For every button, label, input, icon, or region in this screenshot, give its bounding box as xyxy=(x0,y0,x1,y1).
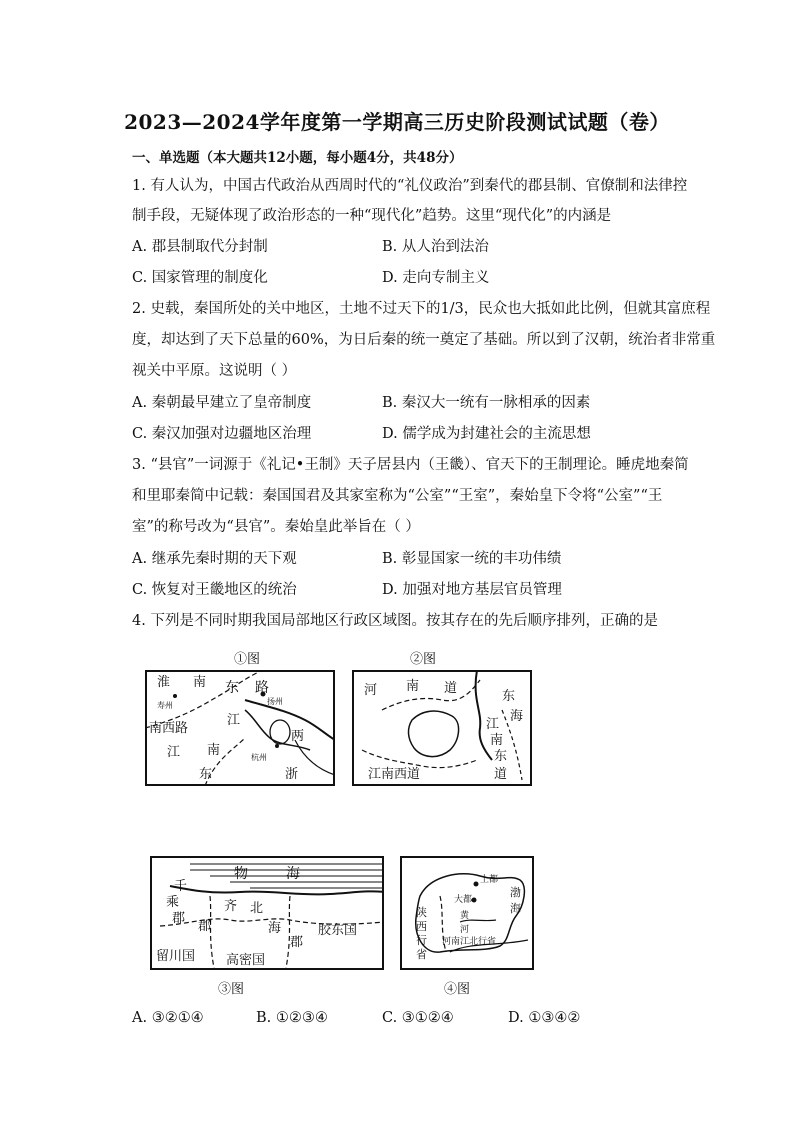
q4-option-d: D. ①③④② xyxy=(508,1010,581,1026)
question-2-line-2: 度，却达到了天下总量的60%，为日后秦的统一奠定了基础。所以到了汉朝，统治者非常重 xyxy=(132,332,716,348)
map-2-label: 南 xyxy=(406,679,420,694)
map-1-label: 南 xyxy=(193,675,207,690)
question-3-line-3: 室”的称号改为“县官”。秦始皇此举旨在（ ） xyxy=(132,519,420,535)
map-3 xyxy=(150,856,384,970)
q3-option-d: D. 加强对地方基层官员管理 xyxy=(382,582,562,598)
map-4-label: 大都 xyxy=(454,895,473,905)
map-2 xyxy=(352,670,532,786)
map-2-label: 道 xyxy=(444,681,458,696)
map-2-label: 海 xyxy=(510,709,524,724)
question-4-line-1: 4. 下列是不同时期我国局部地区行政区域图。按其存在的先后顺序排列，正确的是 xyxy=(132,613,658,629)
map-4-label: 西 xyxy=(416,920,427,933)
map-4-label: 行 xyxy=(416,934,427,947)
map-3-label: 海 xyxy=(286,866,300,882)
map-3-caption: ③图 xyxy=(218,982,245,997)
q3-option-a: A. 继承先秦时期的天下观 xyxy=(132,551,297,567)
map-1-label: 扬州 xyxy=(267,697,283,706)
question-3-line-2: 和里耶秦简中记载：秦国国君及其家室称为“公室”“王室”，秦始皇下令将“公室”“王 xyxy=(132,488,663,504)
map-1-label: 东 xyxy=(199,767,213,782)
map-3-label: 留川国 xyxy=(156,949,196,964)
question-2-line-3: 视关中平原。这说明（ ） xyxy=(132,363,297,379)
map-4-label: 渤 xyxy=(510,886,521,899)
q1-option-a: A. 郡县制取代分封制 xyxy=(132,239,268,255)
question-1-line-1: 1. 有人认为，中国古代政治从西周时代的“礼仪政治”到秦代的郡县制、官僚制和法律控 xyxy=(132,178,688,194)
map-3-label: 郡 xyxy=(290,935,304,950)
map-1-label: 两 xyxy=(291,729,305,744)
map-3-label: 胶东国 xyxy=(318,923,358,938)
map-3-label: 郡 xyxy=(198,919,212,934)
map-4-label: 河南江北行省 xyxy=(442,937,497,947)
map-2-label: 江南西道 xyxy=(368,767,421,782)
map-2-label: 东 xyxy=(502,689,516,704)
map-1-label: 东 xyxy=(225,680,239,696)
map-4-label: 海 xyxy=(510,902,521,915)
map-3-label: 齐 xyxy=(224,899,238,914)
map-1-label: 江 xyxy=(167,745,181,760)
map-4 xyxy=(400,856,534,970)
map-3-label: 北 xyxy=(250,901,264,916)
map-1-label: 南西路 xyxy=(149,721,189,736)
q4-option-a: A. ③②①④ xyxy=(132,1010,204,1026)
exam-title: 2023—2024学年度第一学期高三历史阶段测试试题（卷） xyxy=(124,110,670,134)
map-4-label: 黄 xyxy=(460,911,470,921)
section-heading: 一、单选题（本大题共12小题，每小题4分，共48分） xyxy=(132,150,463,166)
map-3-label: 物 xyxy=(234,866,248,882)
q2-option-a: A. 秦朝最早建立了皇帝制度 xyxy=(132,395,312,411)
question-3-line-1: 3. “县官”一词源于《礼记•王制》天子居县内（王畿）、官天下的王制理论。睡虎地秦简 xyxy=(132,457,689,473)
map-1-label: 淮 xyxy=(157,675,171,690)
map-2-label: 道 xyxy=(494,767,508,782)
map-4-label: 上都 xyxy=(480,875,499,885)
q1-option-c: C. 国家管理的制度化 xyxy=(132,270,268,286)
q3-option-b: B. 彰显国家一统的丰功伟绩 xyxy=(382,551,562,567)
map-4-caption: ④图 xyxy=(444,982,471,997)
map-3-label: 高密国 xyxy=(226,953,266,968)
q2-option-b: B. 秦汉大一统有一脉相承的因素 xyxy=(382,395,591,411)
q1-option-d: D. 走向专制主义 xyxy=(382,270,490,286)
map-1-caption: ①图 xyxy=(234,652,261,667)
map-3-label: 乘 xyxy=(166,895,180,910)
map-1 xyxy=(145,670,335,786)
map-1-label: 寿州 xyxy=(157,701,173,710)
q4-option-b: B. ①②③④ xyxy=(256,1010,328,1026)
map-2-caption: ②图 xyxy=(410,652,437,667)
map-1-label: 杭州 xyxy=(251,753,267,762)
map-1-label: 路 xyxy=(255,680,269,696)
map-1-label: 江 xyxy=(227,713,241,728)
map-3-label: 千 xyxy=(174,879,188,894)
map-2-label: 东 xyxy=(494,749,508,764)
q1-option-b: B. 从人治到法治 xyxy=(382,239,489,255)
question-1-line-2: 制手段，无疑体现了政治形态的一种“现代化”趋势。这里“现代化”的内涵是 xyxy=(132,208,612,224)
q2-option-d: D. 儒学成为封建社会的主流思想 xyxy=(382,426,591,442)
q4-option-c: C. ③①②④ xyxy=(382,1010,454,1026)
map-3-label: 海 xyxy=(268,921,282,936)
map-1-label: 浙 xyxy=(285,767,299,782)
q2-option-c: C. 秦汉加强对边疆地区治理 xyxy=(132,426,312,442)
q3-option-c: C. 恢复对王畿地区的统治 xyxy=(132,582,297,598)
map-2-label: 河 xyxy=(364,683,378,698)
map-3-label: 郡 xyxy=(172,911,186,926)
map-1-label: 南 xyxy=(207,743,221,758)
question-2-line-1: 2. 史载，秦国所处的关中地区，土地不过天下的1/3，民众也大抵如此比例，但就其富庶程 xyxy=(132,301,711,317)
map-2-label: 江 xyxy=(486,717,500,732)
map-2-label: 南 xyxy=(490,733,504,748)
map-4-label: 省 xyxy=(416,948,427,961)
map-4-label: 河 xyxy=(460,925,470,935)
map-4-label: 陕 xyxy=(416,906,427,919)
